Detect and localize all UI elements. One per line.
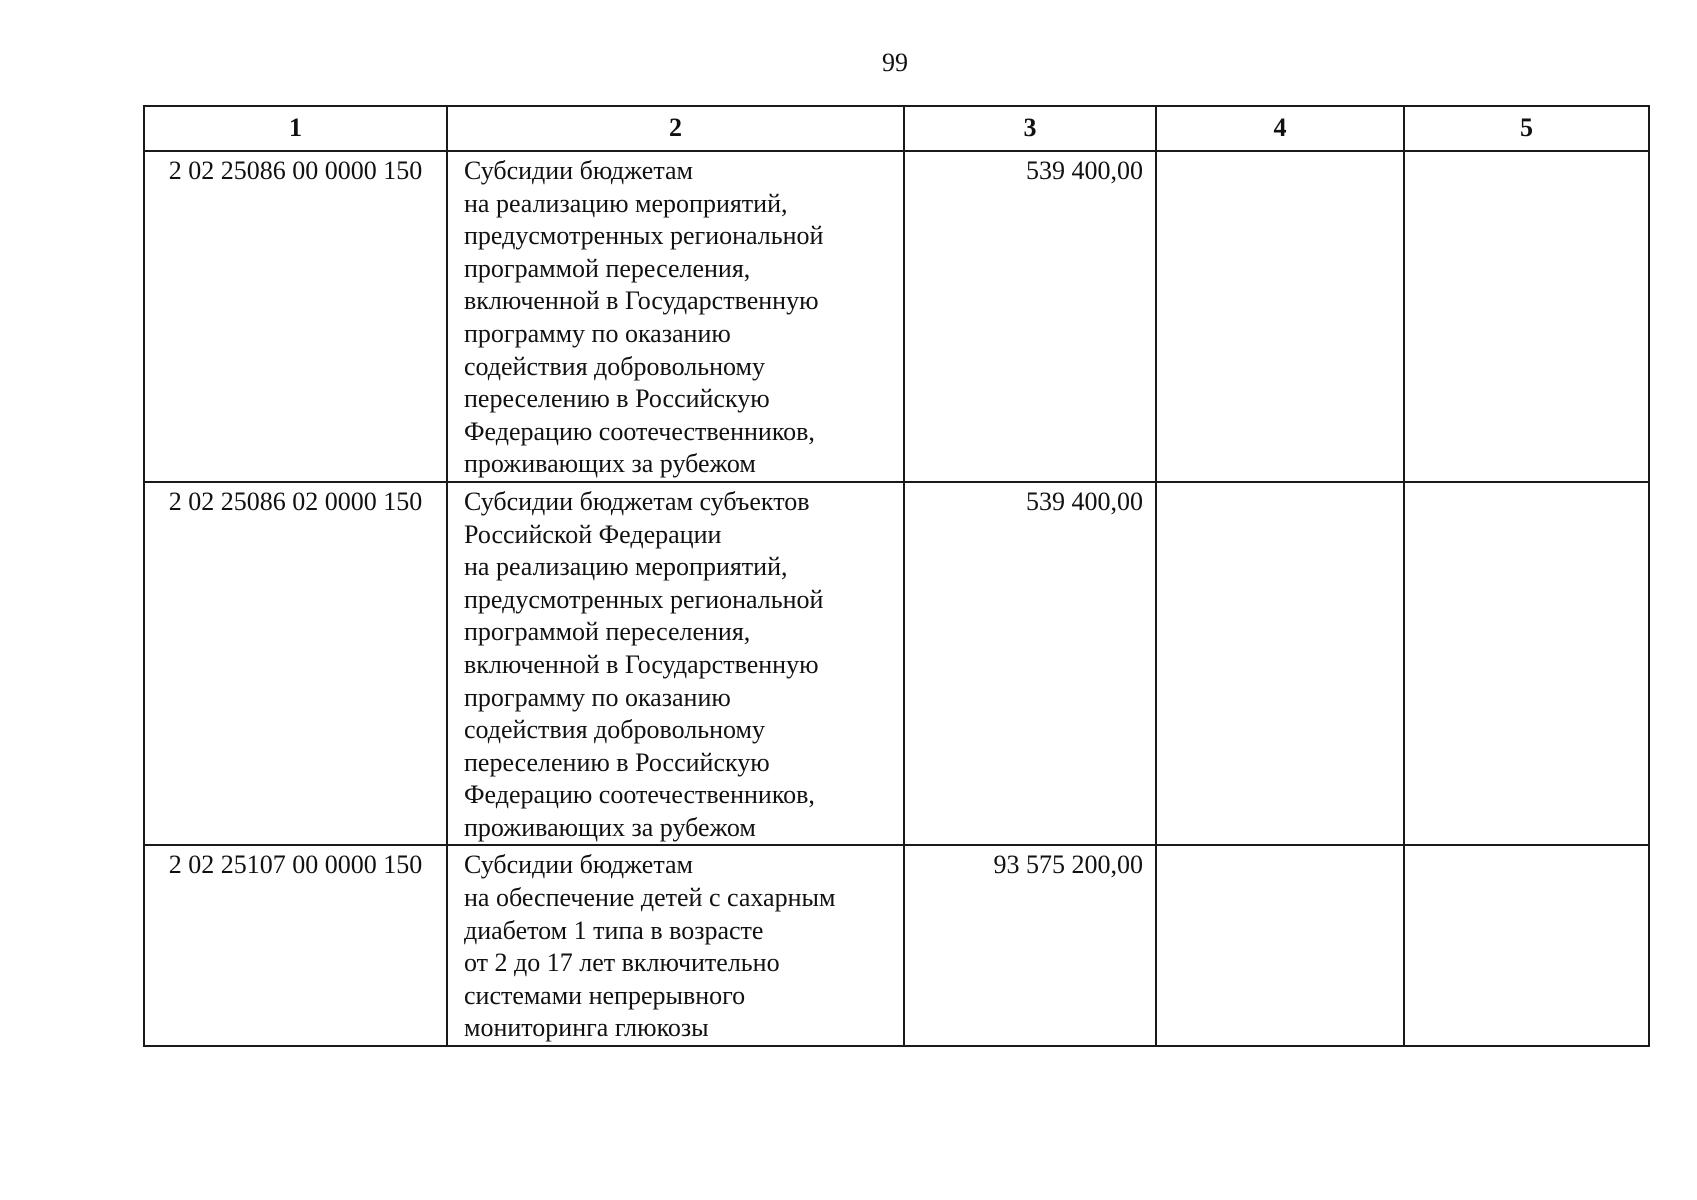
- description-line: Субсидии бюджетам субъектов: [464, 486, 810, 516]
- budget-table: [143, 105, 1650, 1047]
- column-5-cell: [1404, 151, 1649, 482]
- description-cell: [447, 482, 904, 846]
- column-4-cell: [1156, 151, 1404, 482]
- description-line: на реализацию мероприятий,: [464, 552, 788, 582]
- table-row: [144, 151, 1649, 482]
- amount-cell: 539 400,00: [904, 151, 1156, 482]
- table-header-row: [144, 106, 1649, 151]
- description-line: включенной в Государственную: [464, 286, 819, 316]
- description-cell: [447, 845, 904, 1046]
- description-line: включенной в Государственную: [464, 649, 819, 679]
- table-row: [144, 845, 1649, 1046]
- column-4-cell: [1156, 482, 1404, 846]
- amount-cell: 539 400,00: [904, 482, 1156, 846]
- description-line: Субсидии бюджетам: [464, 850, 693, 880]
- description-line: переселению в Российскую: [464, 747, 770, 777]
- budget-code-cell: 2 02 25107 00 0000 150: [144, 845, 447, 1046]
- description-line: диабетом 1 типа в возрасте: [464, 915, 764, 945]
- description-line: на реализацию мероприятий,: [464, 188, 788, 218]
- description-line: содействия добровольному: [464, 715, 765, 745]
- page-number: 99: [882, 48, 908, 77]
- description-line: проживающих за рубежом: [464, 449, 756, 479]
- description-line: системами непрерывного: [464, 980, 746, 1010]
- description-line: предусмотренных региональной: [464, 221, 824, 251]
- description-line: Федерацию соотечественников,: [464, 416, 815, 446]
- description-line: на обеспечение детей с сахарным: [464, 883, 836, 913]
- column-5-cell: [1404, 482, 1649, 846]
- column-4-cell: [1156, 845, 1404, 1046]
- description-line: переселению в Российскую: [464, 384, 770, 414]
- description-line: проживающих за рубежом: [464, 812, 756, 842]
- description-line: предусмотренных региональной: [464, 584, 824, 614]
- description-line: Субсидии бюджетам: [464, 156, 693, 185]
- description-line: программу по оказанию: [464, 682, 731, 712]
- description-line: от 2 до 17 лет включительно: [464, 948, 780, 978]
- column-header-1: 1: [144, 106, 447, 151]
- budget-code-cell: 2 02 25086 00 0000 150: [144, 151, 447, 482]
- table-row: [144, 482, 1649, 846]
- budget-code-cell: 2 02 25086 02 0000 150: [144, 482, 447, 846]
- amount-cell: 93 575 200,00: [904, 845, 1156, 1046]
- column-5-cell: [1404, 845, 1649, 1046]
- description-line: программой переселения,: [464, 253, 751, 283]
- description-line: мониторинга глюкозы: [464, 1013, 709, 1043]
- column-header-4: 4: [1156, 106, 1404, 151]
- description-line: содействия добровольному: [464, 351, 765, 381]
- description-line: программу по оказанию: [464, 318, 731, 348]
- column-header-3: 3: [904, 106, 1156, 151]
- description-line: Российской Федерации: [464, 519, 722, 549]
- column-header-5: 5: [1404, 106, 1649, 151]
- description-line: программой переселения,: [464, 617, 751, 647]
- description-line: Федерацию соотечественников,: [464, 780, 815, 810]
- description-cell: [447, 151, 904, 482]
- column-header-2: 2: [447, 106, 904, 151]
